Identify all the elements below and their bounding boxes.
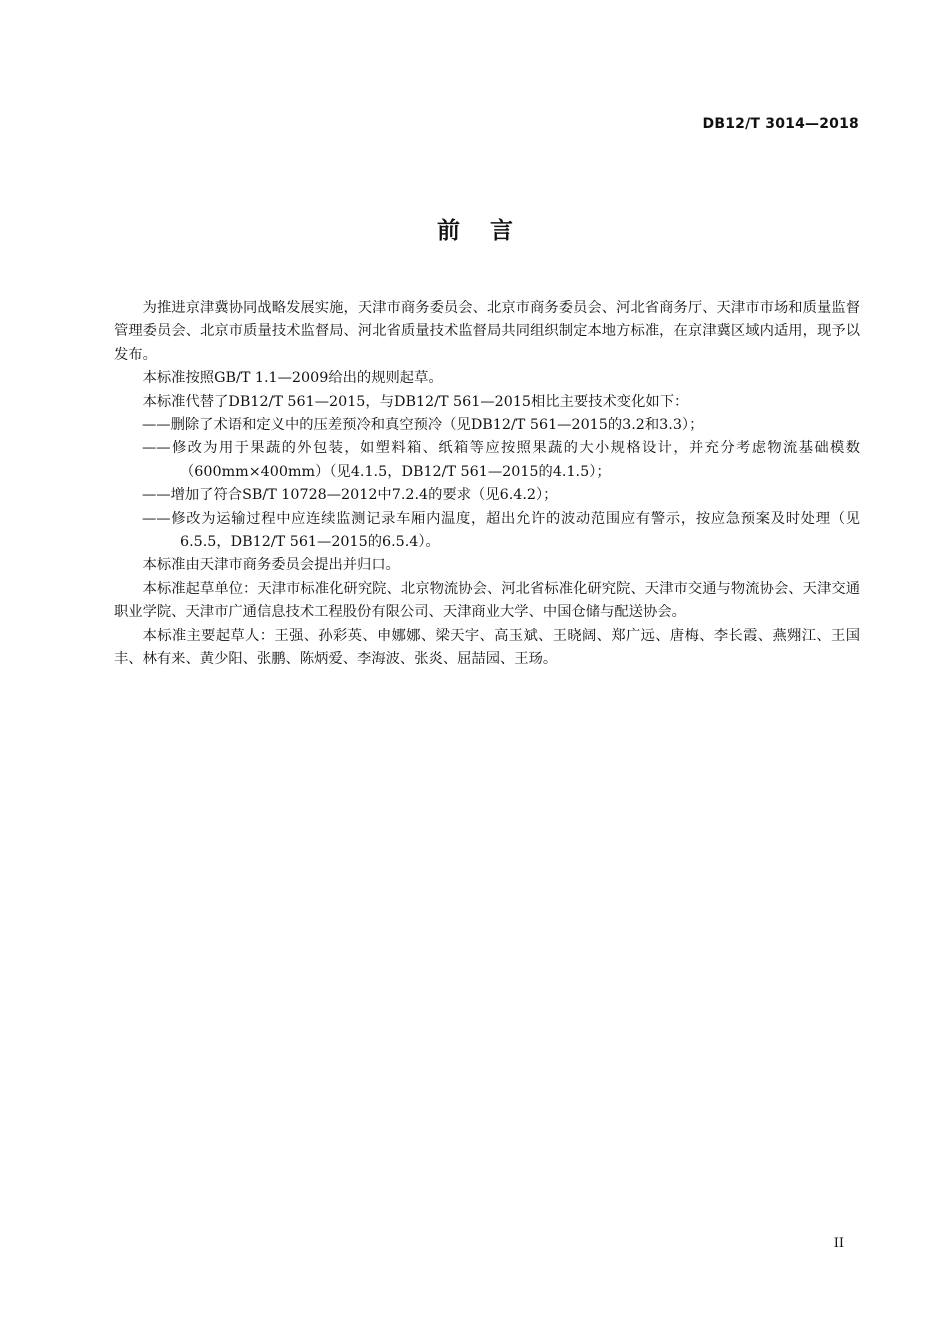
paragraph-proposer: 本标准由天津市商务委员会提出并归口。 [142, 557, 400, 574]
change-item: ——删除了术语和定义中的压差预冷和真空预冷（见DB12/T 561—2015的3.2和3.3）； [142, 417, 704, 434]
foreword-body [114, 297, 860, 672]
paragraph-drafting-rules: 本标准按照GB/T 1.1—2009给出的规则起草。 [142, 370, 443, 387]
paragraph-replacement: 本标准代替了DB12/T 561—2015，与DB12/T 561—2015相比主要技术变化如下： [142, 393, 689, 410]
paragraph-drafting-units: 本标准起草单位：天津市标准化研究院、北京物流协会、河北省标准化研究院、天津市交通与物流协会、天津交通职业学院、天津市广通信息技术工程股份有限公司、天津商业大学、中国仓储与配送协会。 [114, 580, 860, 621]
paragraph-drafters: 本标准主要起草人：王强、孙彩英、申娜娜、梁天宇、高玉斌、王晓阔、郑广远、唐梅、李长霞、燕翙江、王国丰、林有来、黄少阳、张鹏、陈炳爱、李海波、张炎、屈喆园、王玚。 [114, 627, 860, 668]
change-item: ——修改为运输过程中应连续监测记录车厢内温度，超出允许的波动范围应有警示，按应急预案及时处理（见6.5.5，DB12/T 561—2015的6.5.4）。 [142, 510, 860, 551]
paragraph-purpose: 为推进京津冀协同战略发展实施，天津市商务委员会、北京市商务委员会、河北省商务厅、天津市市场和质量监督管理委员会、北京市质量技术监督局、河北省质量技术监督局共同组织制定本地方标准，在京津冀区域内适用，现予以发布。 [114, 300, 860, 363]
page-title: 前言 [437, 218, 543, 244]
change-item: ——修改为用于果蔬的外包装，如塑料箱、纸箱等应按照果蔬的大小规格设计，并充分考虑物流基础模数（600mm×400mm）（见4.1.5，DB12/T 561—2015的4.1.5）； [142, 440, 860, 480]
document-code: DB12/T 3014—2018 [702, 116, 859, 132]
change-item: ——增加了符合SB/T 10728—2012中7.2.4的要求（见6.4.2）； [142, 487, 558, 504]
page-number: II [833, 1236, 844, 1251]
